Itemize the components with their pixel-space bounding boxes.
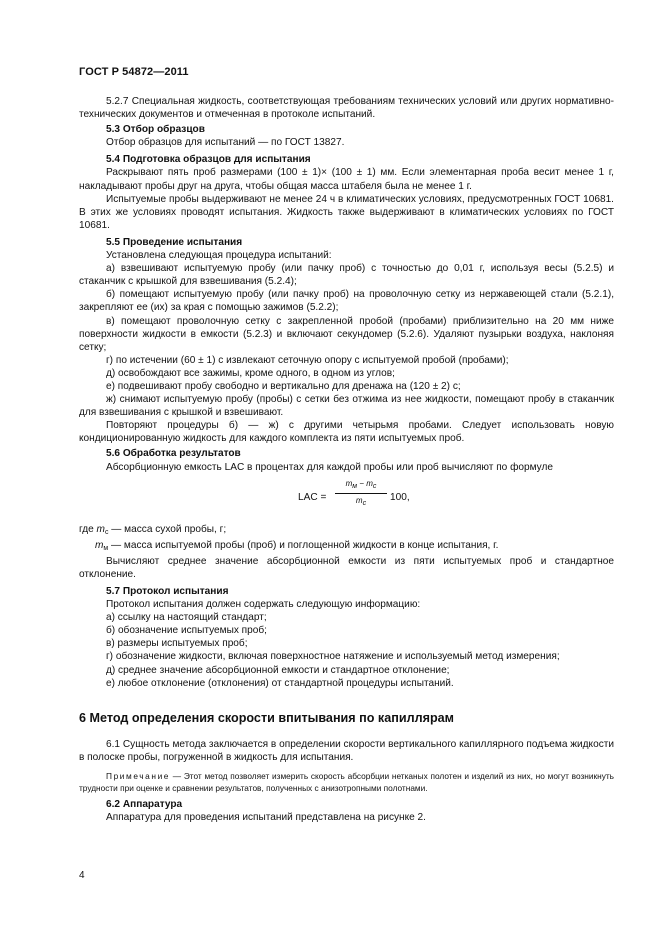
formula-explanation-mm: $m_м$ — масса испытуемой пробы (проб) и поглощенной жидкости в конце испытания, г.: [95, 539, 499, 552]
paragraph-6-2: Аппаратура для проведения испытаний представлена на рисунке 2.: [106, 812, 426, 824]
paragraph-5-4-1: Раскрывают пять проб размерами (100 ± 1)× (100 ± 1) мм. Если элементарная проба весит менее 1 г, накладывают пробы друг на друга, чтобы общая масса штабеля была не менее 1 г.: [79, 167, 614, 192]
paragraph-5-5-outro: Повторяют процедуры б) — ж) с другими четырьмя пробами. Следует использовать новую кондиционированную жидкость для каждого комплекта из пяти испытуемых проб.: [79, 420, 614, 445]
list-item-5-7-e: е) любое отклонение (отклонения) от стандартной процедуры испытаний.: [106, 677, 454, 689]
formula-lhs: LAC =: [298, 491, 327, 503]
heading-5-7: 5.7 Протокол испытания: [106, 586, 229, 597]
list-item-5-7-v: в) размеры испытуемых проб;: [106, 638, 248, 650]
list-item-5-5-e: е) подвешивают пробу свободно и вертикально для дренажа на (120 ± 2) с;: [106, 380, 461, 392]
formula-numerator: $m_м - m_с$: [345, 478, 377, 490]
fraction-bar: [335, 493, 387, 494]
paragraph-5-4-2: Испытуемые пробы выдерживают не менее 24 ч в климатических условиях, предусмотренных ГОСТ 10681. В этих же условиях проводят испытания. Жидкость также выдерживают в климатических условиях по ГОСТ 10681.: [79, 193, 614, 231]
document-body: [79, 95, 614, 824]
heading-5-3: 5.3 Отбор образцов: [106, 124, 205, 136]
heading-6-2: 6.2 Аппаратура: [106, 798, 183, 810]
note: [79, 770, 614, 794]
section-6-title: 6 Метод определения скорости впитывания по капиллярам: [79, 710, 454, 725]
list-item-5-5-b: б) помещают испытуемую пробу (или пачку проб) на проволочную сетку из нержавеющей стали (5.2.1), закрепляют ее (их) за края с помощью зажимов (5.2.2);: [79, 289, 614, 314]
paragraph-6-1: 6.1 Сущность метода заключается в определении скорости вертикального капиллярного подъема жидкости в полоске пробы, погруженной в жидкость для испытания.: [79, 738, 614, 763]
document-header: ГОСТ Р 54872—2011: [79, 66, 189, 78]
list-item-5-7-b: б) обозначение испытуемых проб;: [106, 625, 267, 637]
list-item-5-5-g: г) по истечении (60 ± 1) с извлекают сеточную опору с испытуемой пробой (пробами);: [106, 354, 509, 366]
paragraph-5-3: Отбор образцов для испытаний — по ГОСТ 13827.: [106, 137, 345, 149]
formula-rhs: 100,: [390, 491, 410, 503]
paragraph-5-6-2: Вычисляют среднее значение абсорбционной емкости из пяти испытуемых проб и стандартное отклонение.: [79, 555, 614, 580]
list-item-5-7-d: д) среднее значение абсорбционной емкости и стандартное отклонение;: [106, 664, 450, 676]
paragraph-5-7-intro: Протокол испытания должен содержать следующую информацию:: [106, 599, 421, 611]
formula-explanation-mc: где $m_с$ — масса сухой пробы, г;: [79, 523, 227, 536]
lac-formula: [79, 479, 614, 517]
list-item-5-7-a: а) ссылку на настоящий стандарт;: [106, 612, 267, 624]
note-label: Примечание: [106, 770, 171, 781]
heading-5-4: 5.4 Подготовка образцов для испытания: [106, 154, 311, 166]
list-item-5-5-d: д) освобождают все зажимы, кроме одного, в одном из углов;: [106, 367, 395, 379]
formula-denominator: $m_с$: [355, 495, 367, 507]
heading-5-6: 5.6 Обработка результатов: [106, 448, 241, 460]
list-item-5-5-zh: ж) снимают испытуемую пробу (пробы) с сетки без отжима из нее жидкости, помещают пробу в стаканчик для взвешивания с крышкой и взвешивают.: [79, 394, 614, 419]
paragraph-5-6-1: Абсорбционную емкость LAC в процентах для каждой пробы или проб вычисляют по формуле: [106, 461, 554, 473]
list-item-5-7-g: г) обозначение жидкости, включая поверхностное натяжение и используемый метод измерения;: [106, 651, 560, 663]
list-item-5-5-v: в) помещают проволочную сетку с закрепленной пробой (пробами) приблизительно на 20 мм ниже поверхности жидкости в емкости (5.2.3) и включают секундомер (5.2.6). Удаляют пузырьки воздуха, наклоняя сетку;: [79, 315, 614, 353]
note-text: — Этот метод позволяет измерить скорость абсорбции нетканых полотен и изделий из них, но могут возникнуть трудности при оценке и сравнении результатов, полученных с анизотропными полотнами.: [79, 770, 614, 793]
page-number: 4: [79, 870, 85, 881]
list-item-5-5-a: а) взвешивают испытуемую пробу (или пачку проб) с точностью до 0,01 г, используя весы (5.2.5) и стаканчик с крышкой для взвешивания (5.2.4);: [79, 263, 614, 288]
paragraph-5-2-7: 5.2.7 Специальная жидкость, соответствующая требованиям технических условий или других нормативно-технических документов и отмеченная в протоколе испытаний.: [79, 96, 614, 121]
formula-fraction: [335, 479, 387, 509]
paragraph-5-5-intro: Установлена следующая процедура испытаний:: [106, 250, 332, 262]
heading-5-5: 5.5 Проведение испытания: [106, 236, 243, 248]
